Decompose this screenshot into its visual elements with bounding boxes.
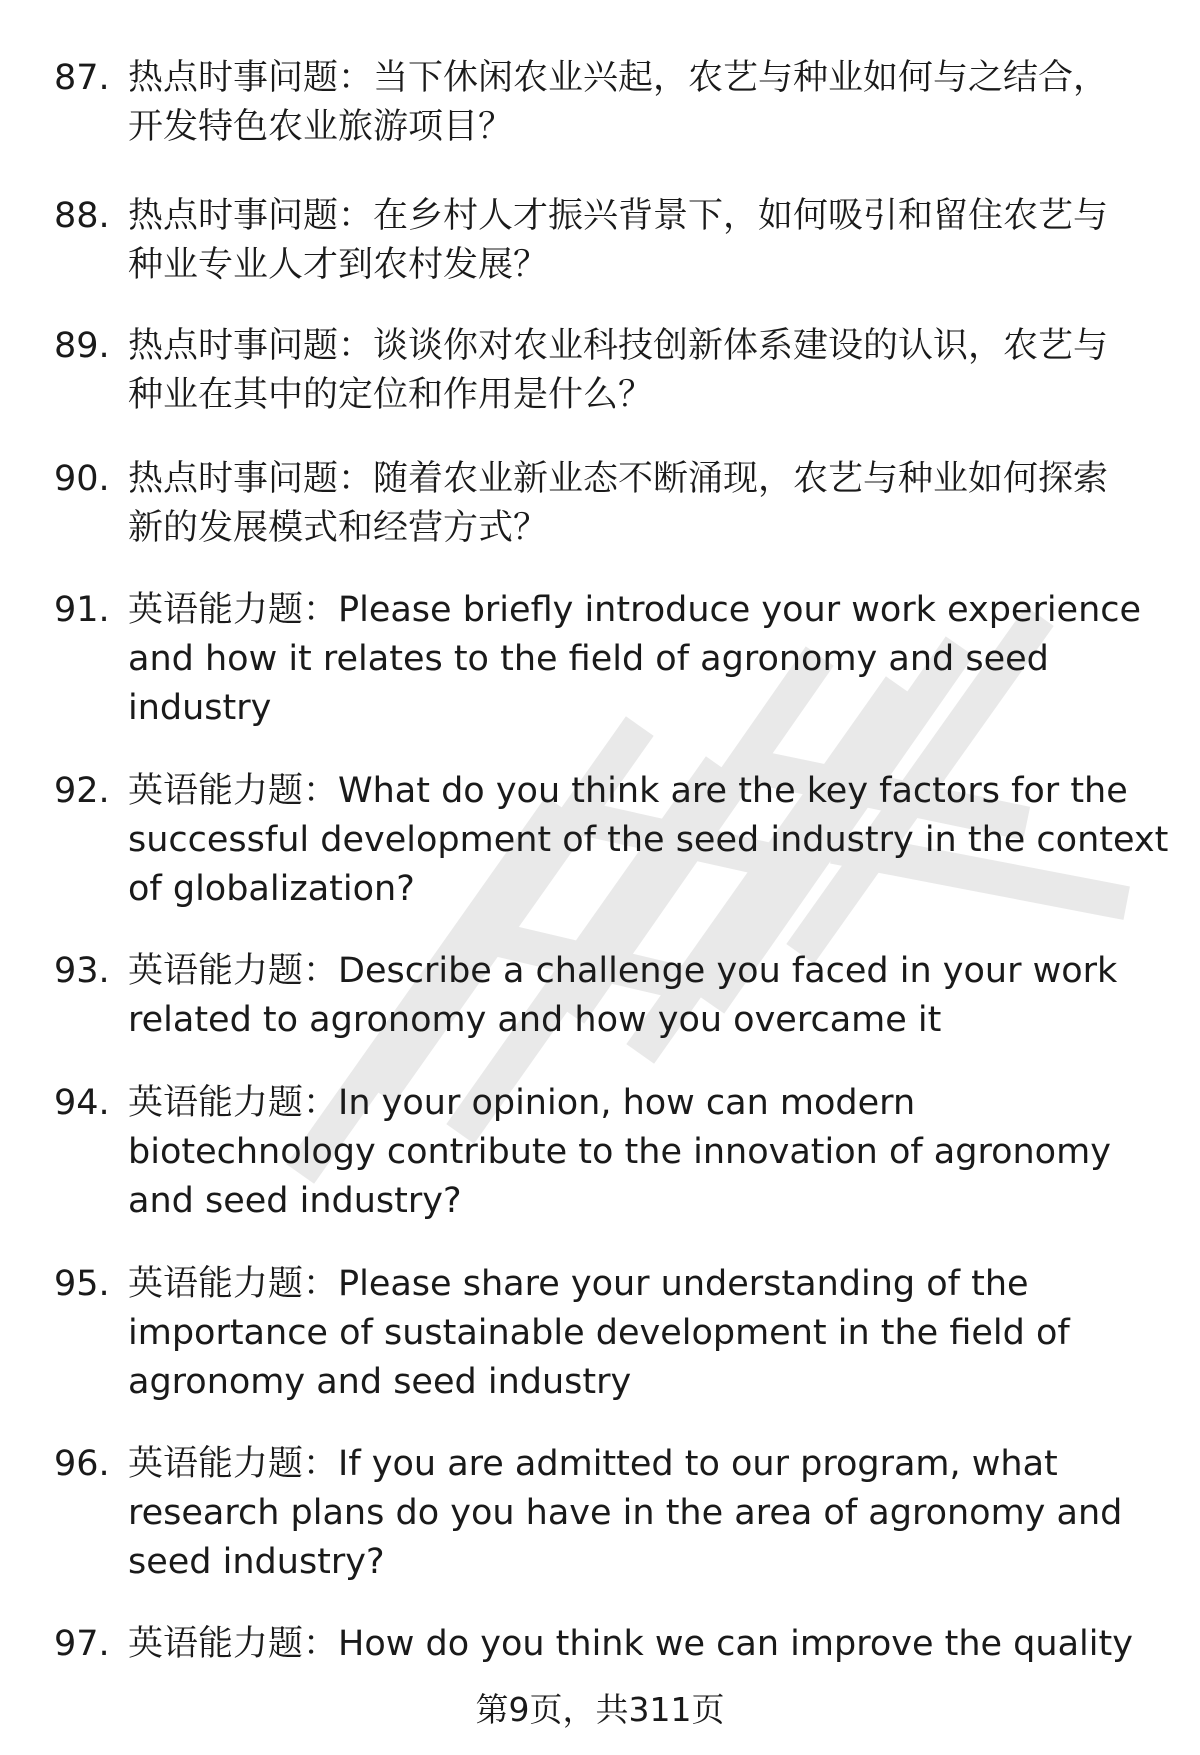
page-number-footer: 第9页，共311页 — [475, 1690, 725, 1729]
question-text-line: agronomy and seed industry — [128, 1362, 632, 1402]
question-text-line: of globalization? — [128, 869, 415, 909]
question-text-line: industry — [128, 688, 272, 728]
question-number: 96. — [54, 1444, 110, 1484]
question-96 — [54, 1440, 1164, 1587]
question-text-line: and seed industry? — [128, 1181, 462, 1221]
question-text-line: 种业在其中的定位和作用是什么？ — [128, 375, 654, 415]
question-90 — [54, 455, 1164, 553]
question-94 — [54, 1079, 1164, 1226]
question-number: 95. — [54, 1264, 110, 1304]
question-text-line: research plans do you have in the area of agronomy and — [128, 1493, 1123, 1533]
question-text-line: 热点时事问题：在乡村人才振兴背景下，如何吸引和留住农艺与 — [128, 196, 1109, 236]
question-number: 87. — [54, 58, 110, 98]
question-text-line: and how it relates to the field of agronomy and seed — [128, 639, 1049, 679]
question-text-line: 英语能力题：How do you think we can improve the quality — [128, 1624, 1133, 1664]
question-text-line: 种业专业人才到农村发展？ — [128, 245, 549, 285]
question-95 — [54, 1260, 1164, 1407]
question-87 — [54, 54, 1164, 152]
question-89 — [54, 322, 1164, 420]
question-text-line: 热点时事问题：当下休闲农业兴起，农艺与种业如何与之结合， — [128, 58, 1109, 98]
question-number: 90. — [54, 459, 110, 499]
question-91 — [54, 586, 1164, 733]
question-text-line: related to agronomy and how you overcame it — [128, 1000, 942, 1040]
question-93 — [54, 947, 1164, 1045]
question-number: 94. — [54, 1083, 110, 1123]
question-number: 97. — [54, 1624, 110, 1664]
question-text-line: 热点时事问题：随着农业新业态不断涌现，农艺与种业如何探索 — [128, 459, 1109, 499]
question-text-line: 新的发展模式和经营方式？ — [128, 508, 549, 548]
question-number: 93. — [54, 951, 110, 991]
question-text-line: 开发特色农业旅游项目？ — [128, 107, 514, 147]
question-text-line: biotechnology contribute to the innovation of agronomy — [128, 1132, 1111, 1172]
question-number: 91. — [54, 590, 110, 630]
question-text-line: 英语能力题：In your opinion, how can modern — [128, 1083, 916, 1123]
question-text-line: seed industry? — [128, 1542, 385, 1582]
question-97 — [54, 1620, 1164, 1669]
question-text-line: 英语能力题：Describe a challenge you faced in your work — [128, 951, 1118, 991]
question-number: 89. — [54, 326, 110, 366]
question-text-line: importance of sustainable development in the field of — [128, 1313, 1070, 1353]
question-92 — [54, 767, 1169, 914]
question-text-line: successful development of the seed industry in the context — [128, 820, 1169, 860]
question-text-line: 热点时事问题：谈谈你对农业科技创新体系建设的认识，农艺与 — [128, 326, 1109, 366]
question-text-line: 英语能力题：Please briefly introduce your work experience — [128, 590, 1142, 630]
question-text-line: 英语能力题：What do you think are the key factors for the — [128, 771, 1128, 811]
question-number: 88. — [54, 196, 110, 236]
question-number: 92. — [54, 771, 110, 811]
question-88 — [54, 192, 1164, 290]
question-text-line: 英语能力题：Please share your understanding of the — [128, 1264, 1029, 1304]
question-text-line: 英语能力题：If you are admitted to our program, what — [128, 1444, 1058, 1484]
